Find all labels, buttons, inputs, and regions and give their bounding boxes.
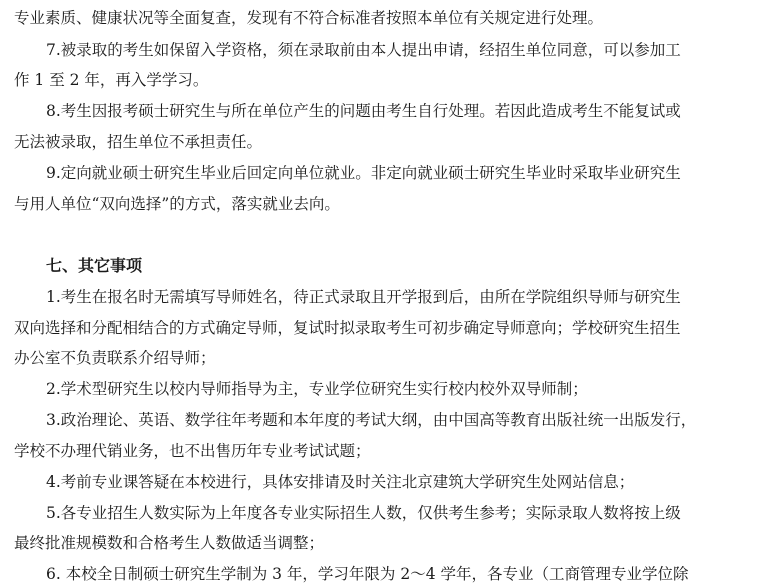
paragraph-line: 办公室不负责联系介绍导师； [14,349,216,367]
paragraph-line: 7.被录取的考生如保留入学资格，须在录取前由本人提出申请，经招生单位同意，可以参加工 [46,41,681,59]
paragraph-line: 学校不办理代销业务，也不出售历年专业考试试题； [14,442,371,460]
section-heading: 七、其它事项 [46,256,143,275]
paragraph-line: 8.考生因报考硕士研究生与所在单位产生的问题由考生自行处理。若因此造成考生不能复试或 [46,102,681,120]
paragraph-line: 9.定向就业硕士研究生毕业后回定向单位就业。非定向就业硕士研究生毕业时采取毕业研究生 [46,164,681,182]
paragraph-line: 2.学术型研究生以校内导师指导为主，专业学位研究生实行校内校外双导师制； [46,380,588,398]
paragraph-line: 4.考前专业课答疑在本校进行，具体安排请及时关注北京建筑大学研究生处网站信息； [46,473,635,491]
paragraph-line: 无法被录取，招生单位不承担责任。 [14,133,263,151]
paragraph-line: 1.考生在报名时无需填写导师姓名，待正式录取且开学报到后，由所在学院组织导师与研究生 [46,288,681,306]
paragraph-line: 作 1 至 2 年，再入学学习。 [14,71,209,89]
paragraph-line: 与用人单位“双向选择”的方式，落实就业去向。 [14,195,340,213]
paragraph-line: 6. 本校全日制硕士研究生学制为 3 年，学习年限为 2～4 学年，各专业（工商管理专业学位除 [46,565,689,583]
paragraph-line: 双向选择和分配相结合的方式确定导师，复试时拟录取考生可初步确定导师意向；学校研究生招生 [14,319,681,337]
paragraph-line: 专业素质、健康状况等全面复查，发现有不符合标准者按照本单位有关规定进行处理。 [14,9,604,27]
paragraph-line: 5.各专业招生人数实际为上年度各专业实际招生人数，仅供考生参考；实际录取人数将按上级 [46,504,681,522]
paragraph-line: 3.政治理论、英语、数学往年考题和本年度的考试大纲，由中国高等教育出版社统一出版发行， [46,411,697,429]
paragraph-line: 最终批准规模数和合格考生人数做适当调整； [14,534,325,552]
